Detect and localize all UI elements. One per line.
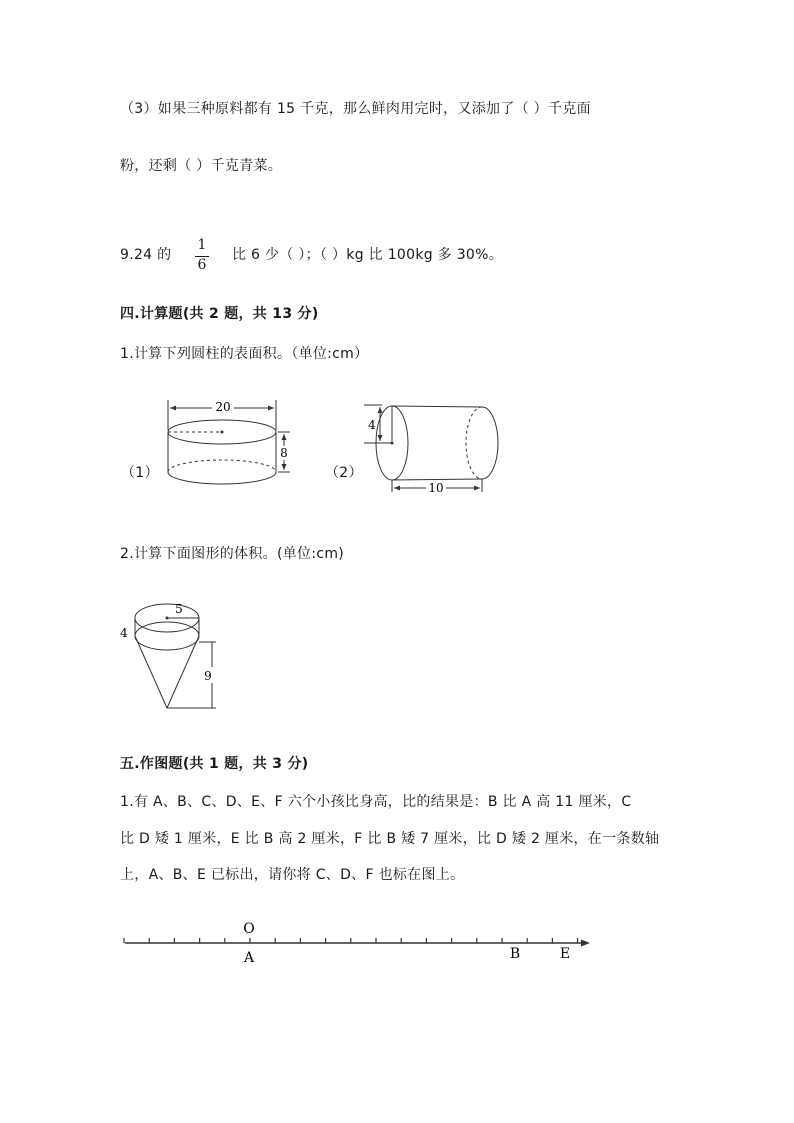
- q3-line2: 粉，还剩（ ）千克青菜。: [120, 158, 283, 174]
- cylinder-figure-2: [362, 398, 512, 498]
- q9-fraction-numerator: 1: [197, 237, 207, 253]
- q9-suffix: 比 6 少（ ）；（ ）kg 比 100kg 多 30%。: [232, 247, 504, 263]
- section5-q1-line3: 上，A、B、E 已标出，请你将 C、D、F 也标在图上。: [120, 867, 465, 883]
- origin-label: O: [243, 921, 255, 937]
- figure3-cyl-height-label: 4: [120, 626, 128, 640]
- section4-heading: 四.计算题(共 2 题，共 13 分): [120, 306, 319, 322]
- section4-q1: 1.计算下列圆柱的表面积。（单位:cm）: [120, 346, 369, 362]
- figure1-label: （1）: [121, 465, 159, 481]
- figure1-height-label: 8: [280, 446, 288, 460]
- section5-q1-line2: 比 D 矮 1 厘米，E 比 B 高 2 厘米，F 比 B 矮 7 厘米，比 D 矮 2 厘米，在一条数轴: [120, 831, 660, 847]
- q9-fraction-denominator: 6: [197, 257, 207, 273]
- q9-prefix: 9.24 的: [120, 247, 172, 263]
- cylinder-figure-1: [160, 395, 310, 495]
- figure3-radius-label: 5: [175, 602, 183, 616]
- figure3-cone-height-label: 9: [204, 669, 212, 683]
- q3-line1: （3）如果三种原料都有 15 千克，那么鲜肉用完时，又添加了（ ）千克面: [120, 101, 591, 117]
- section5-heading: 五.作图题(共 1 题，共 3 分): [120, 756, 309, 772]
- arrow-right-icon: [581, 940, 590, 947]
- point-b-label: B: [509, 946, 521, 962]
- figure2-diameter-label: 4: [368, 418, 376, 432]
- figure2-label: （2）: [325, 465, 363, 481]
- figure1-diameter-label: 20: [215, 400, 231, 414]
- point-a-label: A: [243, 950, 255, 966]
- figure2-length-label: 10: [428, 481, 444, 495]
- cylinder-cone-figure: [118, 590, 228, 720]
- point-e-label: E: [559, 946, 571, 962]
- number-line: [120, 918, 600, 968]
- section5-q1-line1: 1.有 A、B、C、D、E、F 六个小孩比身高，比的结果是：B 比 A 高 11 厘米，C: [120, 794, 632, 810]
- section4-q2: 2.计算下面图形的体积。(单位:cm): [120, 546, 345, 562]
